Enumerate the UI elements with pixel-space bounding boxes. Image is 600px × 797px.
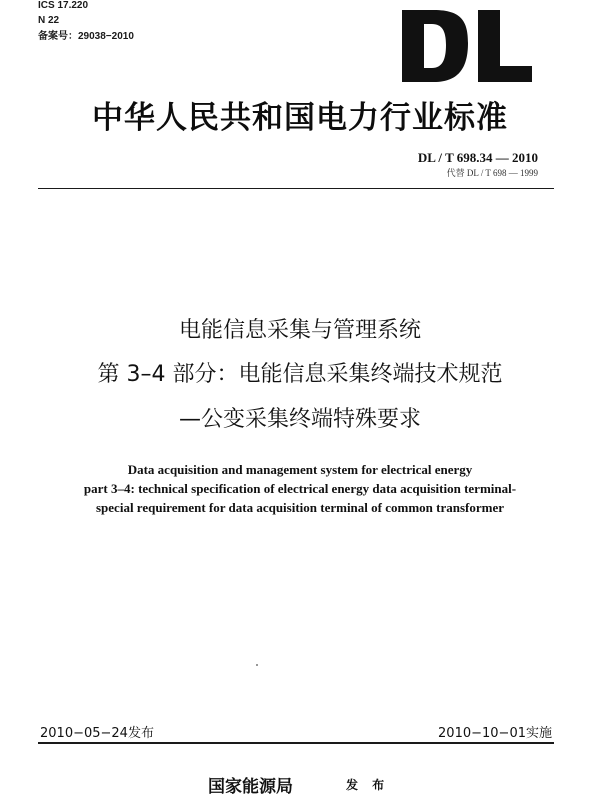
chinese-title-line-2: 第 3–4 部分：电能信息采集终端技术规范 <box>97 362 503 387</box>
record-number: 备案号：29038−2010 <box>38 31 134 42</box>
ics-code: ICS 17.220 <box>38 0 89 11</box>
ccs-code: N 22 <box>38 15 60 26</box>
bottom-divider <box>38 742 554 744</box>
replaced-standard: 代替 DL / T 698 — 1999 <box>446 168 538 178</box>
standard-number: DL / T 698.34 — 2010 <box>417 150 538 165</box>
publisher-name: 国家能源局 <box>208 777 293 797</box>
top-divider <box>38 188 554 189</box>
publish-label: 发 布 <box>346 778 390 792</box>
scan-speck <box>256 664 258 666</box>
dl-logo <box>398 0 536 84</box>
standard-category-title: 中华人民共和国电力行业标准 <box>92 100 508 136</box>
issue-date: 2010−05−24发布 <box>40 726 154 741</box>
chinese-title-line-1: 电能信息采集与管理系统 <box>178 318 421 343</box>
implementation-date: 2010−10−01实施 <box>438 726 552 741</box>
english-title-line-2: part 3–4: technical specification of electrical energy data acquisition terminal- <box>83 481 517 496</box>
english-title-line-3: special requirement for data acquisition terminal of common transformer <box>96 500 504 515</box>
english-title-line-1: Data acquisition and management system for electrical energy <box>127 462 473 477</box>
chinese-title-line-3: —公变采集终端特殊要求 <box>178 407 421 432</box>
